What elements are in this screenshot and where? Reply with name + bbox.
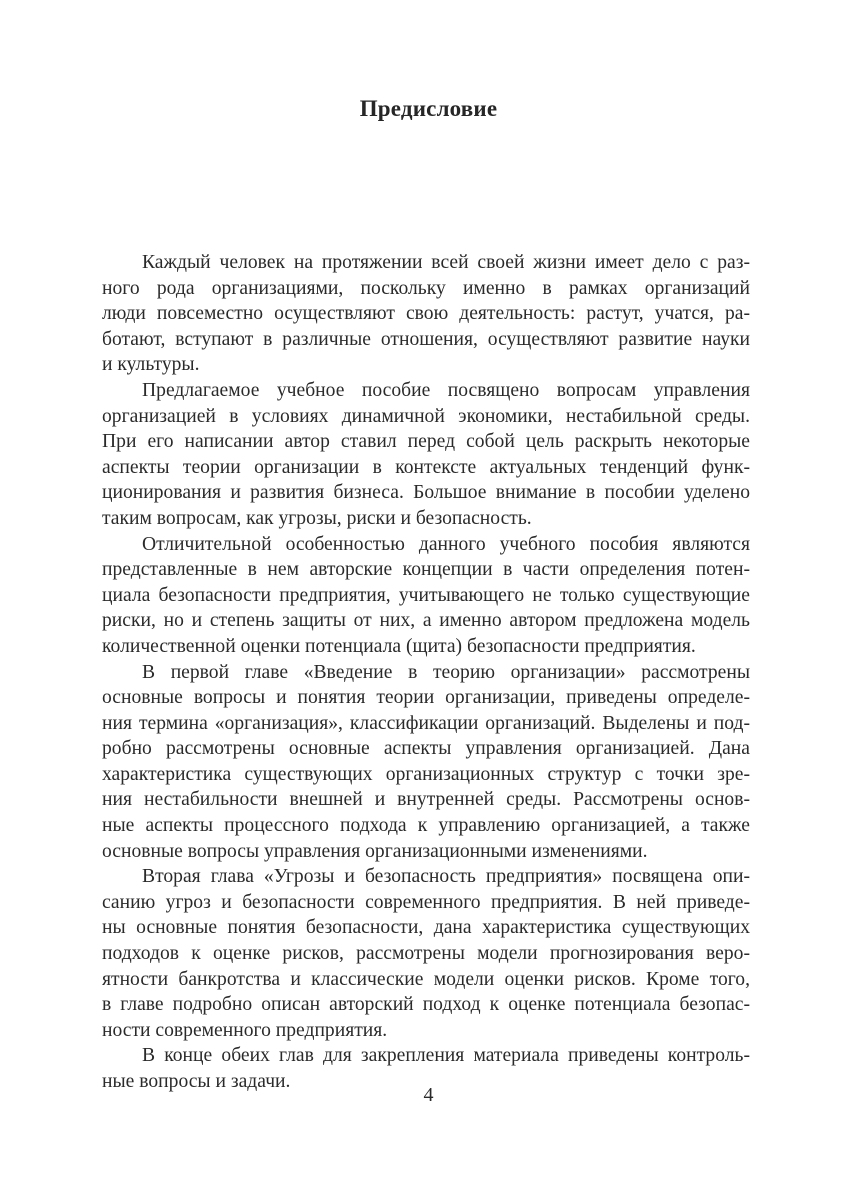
paragraph-line: При его написании автор ставил перед собой цель раскрыть некоторые: [102, 431, 750, 453]
paragraph-line: ционирования и развития бизнеса. Большое внимание в пособии уделено: [102, 482, 750, 504]
paragraph-line: характеристика существующих организационных структур с точки зре-: [102, 763, 750, 785]
paragraph-line: санию угроз и безопасности современного предприятия. В ней приведе-: [102, 891, 750, 913]
paragraph-line: основные вопросы управления организационными изменениями.: [102, 840, 648, 862]
paragraph: [102, 378, 750, 532]
paragraph-line: представленные в нем авторские концепции в части определения потен-: [102, 559, 750, 581]
paragraph-line: основные вопросы и понятия теории организации, приведены определе-: [102, 687, 750, 709]
page-number: 4: [423, 1084, 434, 1106]
paragraph-line: В первой главе «Введение в теорию организации» рассмотрены: [142, 661, 750, 683]
paragraph: [102, 532, 750, 660]
paragraph-line: ного рода организациями, поскольку именно в рамках организаций: [102, 277, 750, 299]
paragraph: [102, 660, 750, 865]
paragraph-line: Предлагаемое учебное пособие посвящено вопросам управления: [142, 379, 750, 401]
paragraph-line: ния термина «организация», классификации организаций. Выделены и под-: [102, 712, 750, 734]
paragraph-line: робно рассмотрены основные аспекты управления организацией. Дана: [102, 738, 750, 760]
paragraph-line: риски, но и степень защиты от них, а именно автором предложена модель: [102, 610, 750, 632]
preface-body: [102, 250, 750, 1095]
paragraph-line: ности современного предприятия.: [102, 1019, 388, 1041]
paragraph-line: В конце обеих глав для закрепления материала приведены контроль-: [142, 1045, 750, 1067]
paragraph-line: циала безопасности предприятия, учитывающего не только существующие: [102, 584, 750, 606]
paragraph-line: люди повсеместно осуществляют свою деятельность: растут, учатся, ра-: [102, 303, 750, 325]
paragraph-line: аспекты теории организации в контексте актуальных тенденций функ-: [102, 456, 750, 478]
paragraph-line: ные вопросы и задачи.: [102, 1071, 291, 1092]
paragraph: [102, 250, 750, 378]
paragraph-line: ны основные понятия безопасности, дана характеристика существующих: [102, 917, 750, 939]
paragraph-line: количественной оценки потенциала (щита) безопасности предприятия.: [102, 635, 696, 657]
paragraph-line: таким вопросам, как угрозы, риски и безопасность.: [102, 507, 532, 529]
paragraph-line: ния нестабильности внешней и внутренней среды. Рассмотрены основ-: [102, 789, 750, 811]
paragraph-line: Отличительной особенностью данного учебного пособия являются: [142, 533, 750, 555]
paragraph-line: в главе подробно описан авторский подход к оценке потенциала безопас-: [102, 994, 750, 1016]
paragraph-line: ятности банкротства и классические модели оценки рисков. Кроме того,: [102, 968, 750, 990]
paragraph-line: Вторая глава «Угрозы и безопасность предприятия» посвящена опи-: [142, 866, 750, 888]
page-title: Предисловие: [359, 96, 498, 121]
paragraph-line: и культуры.: [102, 354, 200, 376]
paragraph-line: подходов к оценке рисков, рассмотрены модели прогнозирования веро-: [102, 943, 750, 965]
paragraph: [102, 864, 750, 1043]
paragraph-line: организацией в условиях динамичной экономики, нестабильной среды.: [102, 405, 750, 427]
paragraph-line: ботают, вступают в различные отношения, осуществляют развитие науки: [102, 328, 750, 350]
paragraph-line: Каждый человек на протяжении всей своей жизни имеет дело с раз-: [142, 252, 750, 273]
paragraph-line: ные аспекты процессного подхода к управлению организацией, а также: [102, 815, 750, 837]
